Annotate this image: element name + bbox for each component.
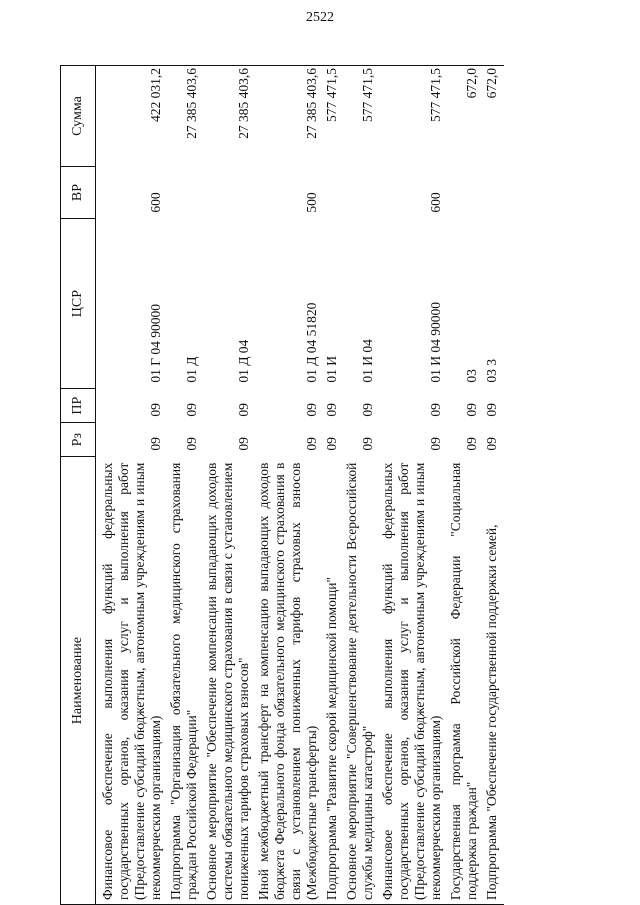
row-sum: 422 031,2 (96, 66, 169, 167)
row-vr (448, 166, 484, 218)
table-row (256, 66, 324, 905)
table-row (380, 66, 448, 905)
row-rz: 09 (148, 437, 163, 451)
row-sum: 577 471,5 (344, 66, 380, 167)
header-pr: ПР (61, 389, 96, 423)
row-pr: 09 (304, 403, 319, 417)
table-row (204, 66, 256, 905)
row-rz: 09 (464, 437, 479, 451)
row-name: Подпрограмма "Развитие скорой медицинской помощи" (324, 457, 344, 905)
row-vr (324, 166, 344, 218)
row-vr (168, 166, 204, 218)
table-row (344, 66, 380, 905)
table-row (96, 66, 169, 905)
row-pr: 09 (464, 403, 479, 417)
row-name: Основное мероприятие "Обеспечение компенсации выпадающих доходов системы обязательного медицинского страхования в связи с установлением пониженных тарифов страховых взносов" (204, 457, 256, 905)
row-sum: 27 385 403,6 (256, 66, 324, 167)
table-row (324, 66, 344, 905)
row-name: Подпрограмма "Организация обязательного медицинского страхования граждан Российской Федерации" (168, 457, 204, 905)
row-csr: 01 И (324, 356, 339, 383)
row-rz: 09 (484, 437, 499, 451)
row-sum: 27 385 403,6 (168, 66, 204, 167)
row-vr (204, 166, 256, 218)
table-row (448, 66, 484, 905)
row-csr: 01 И 04 (360, 339, 375, 383)
header-name: Наименование (61, 457, 96, 905)
row-pr: 09 (324, 403, 339, 417)
row-csr: 01 Д (184, 356, 199, 383)
row-vr: 600 (148, 192, 163, 213)
table-header-row (61, 66, 96, 905)
table-row (484, 66, 504, 905)
row-rz: 09 (360, 437, 375, 451)
row-name: Финансовое обеспечение выполнения функций федеральных государственных органов, оказания услуг и выполнения работ (Предоставление субсидий бюджетным, автономным учреждениям и иным некоммерческим организациям) (380, 457, 448, 905)
row-name: Подпрограмма "Обеспечение государственной поддержки семей, (484, 457, 504, 905)
row-csr: 01 Д 04 (236, 339, 251, 383)
row-rz: 09 (428, 437, 443, 451)
page-number: 2522 (306, 10, 334, 25)
row-sum: 577 471,5 (324, 66, 344, 167)
row-pr: 09 (236, 403, 251, 417)
row-rz: 09 (324, 437, 339, 451)
budget-table (60, 65, 504, 905)
row-pr: 09 (484, 403, 499, 417)
row-rz: 09 (184, 437, 199, 451)
row-name: Иной межбюджетный трансферт на компенсацию выпадающих доходов бюджета Федерального фонда обязательного медицинского страхования в связи с установлением пониженных тарифов страховых взносов (Межбюджетные трансферты) (256, 457, 324, 905)
row-rz: 09 (304, 437, 319, 451)
row-sum: 672,0 (448, 66, 484, 167)
row-csr: 03 (464, 369, 479, 383)
row-sum: 672,0 (484, 66, 504, 167)
table-row (168, 66, 204, 905)
row-csr: 01 Д 04 51820 (304, 302, 319, 383)
row-sum: 577 471,5 (380, 66, 448, 167)
header-csr: ЦСР (61, 219, 96, 389)
row-csr: 01 И 04 90000 (428, 302, 443, 383)
row-csr: 01 Г 04 90000 (148, 303, 163, 383)
header-vr: ВР (61, 166, 96, 218)
row-pr: 09 (148, 403, 163, 417)
rotated-table-container (60, 65, 580, 905)
row-pr: 09 (360, 403, 375, 417)
row-name: Государственная программа Российской Федерации "Социальная поддержка граждан" (448, 457, 484, 905)
row-vr (344, 166, 380, 218)
row-vr: 500 (304, 192, 319, 213)
row-pr: 09 (184, 403, 199, 417)
row-pr: 09 (428, 403, 443, 417)
header-rz: Рз (61, 423, 96, 457)
row-name: Финансовое обеспечение выполнения функций федеральных государственных органов, оказания услуг и выполнения работ (Предоставление субсидий бюджетным, автономным учреждениям и иным некоммерческим организациям) (96, 457, 169, 905)
row-csr: 03 3 (484, 359, 499, 383)
row-rz: 09 (236, 437, 251, 451)
row-vr (484, 166, 504, 218)
header-sum: Сумма (61, 66, 96, 167)
row-name: Основное мероприятие "Совершенствование деятельности Всероссийской службы медицины катастроф" (344, 457, 380, 905)
row-sum: 27 385 403,6 (204, 66, 256, 167)
row-vr: 600 (428, 192, 443, 213)
